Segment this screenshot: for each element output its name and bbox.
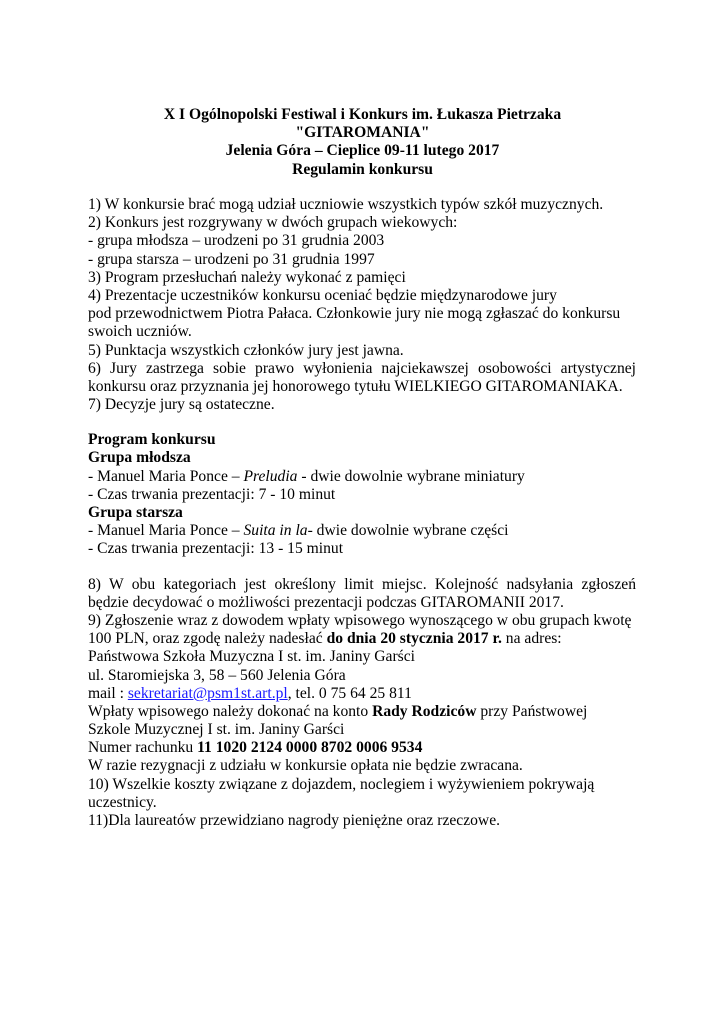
rule-3: 3) Program przesłuchań należy wykonać z pamięci <box>88 268 406 286</box>
young-group-heading: Grupa młodsza <box>88 449 191 467</box>
young-duration: - Czas trwania prezentacji: 7 - 10 minut <box>88 485 336 503</box>
rule-7: 7) Decyzje jury są ostateczne. <box>88 396 275 414</box>
resignation-note: W razie rezygnacji z udziału w konkursie opłata nie będzie zwracana. <box>88 757 523 775</box>
rule-11: 11)Dla laureatów przewidziano nagrody pieniężne oraz rzeczowe. <box>88 812 501 829</box>
rule-8-line-1: 8) W obu kategoriach jest określony limit miejsc. Kolejność nadsyłania zgłoszeń <box>88 575 636 593</box>
document-body <box>88 196 636 830</box>
rule-4-line-2: pod przewodnictwem Piotra Pałaca. Członkowie jury nie mogą zgłaszać do konkursu <box>88 305 621 323</box>
rule-6-line-2: konkursu oraz przyznania jej honorowego tytułu WIELKIEGO GITAROMANIAKA. <box>88 377 623 395</box>
email-link[interactable]: sekretariat@psm1st.art.pl <box>127 684 288 702</box>
account-number-line: Numer rachunku 11 1020 2124 0000 8702 0006 9534 <box>88 739 423 757</box>
document-header <box>0 106 725 179</box>
rule-2-group-old: - grupa starsza – urodzeni po 31 grudnia 1997 <box>88 250 375 268</box>
payment-line-1: Wpłaty wpisowego należy dokonać na konto Rady Rodziców przy Państwowej <box>88 702 588 720</box>
account-holder: Rady Rodziców <box>372 702 477 720</box>
young-program-item: - Manuel Maria Ponce – Preludia - dwie dowolnie wybrane miniatury <box>88 467 525 485</box>
rule-1: 1) W konkursie brać mogą udział uczniowie wszystkich typów szkół muzycznych. <box>88 196 604 213</box>
deadline: do dnia 20 stycznia 2017 r. <box>326 630 502 648</box>
rule-5: 5) Punktacja wszystkich członków jury jest jawna. <box>88 341 404 359</box>
rule-10-line-1: 10) Wszelkie koszty związane z dojazdem, noclegiem i wyżywieniem pokrywają <box>88 775 595 793</box>
old-work-title: Suita in la <box>243 522 308 540</box>
festival-title: X I Ogólnopolski Festiwal i Konkurs im. Łukasza Pietrzaka <box>163 106 562 123</box>
address-line-2: ul. Staromiejska 3, 58 – 560 Jelenia Góra <box>88 666 346 684</box>
rule-4-line-3: swoich uczniów. <box>88 323 192 341</box>
contact-line: mail : sekretariat@psm1st.art.pl, tel. 0 75 64 25 811 <box>88 684 412 702</box>
old-group-heading: Grupa starsza <box>88 504 183 521</box>
rule-6-line-1: 6) Jury zastrzega sobie prawo wyłonienia najciekawszej osobowości artystycznej <box>88 359 636 377</box>
program-heading: Program konkursu <box>88 431 216 449</box>
rule-8-line-2: będzie decydować o możliwości prezentacji podczas GITAROMANII 2017. <box>88 593 564 611</box>
old-duration: - Czas trwania prezentacji: 13 - 15 minut <box>88 540 344 558</box>
rule-2-group-young: - grupa młodsza – urodzeni po 31 grudnia 2003 <box>88 232 385 250</box>
rules-heading: Regulamin konkursu <box>292 160 433 178</box>
young-work-title: Preludia <box>243 467 298 485</box>
festival-place-date: Jelenia Góra – Cieplice 09-11 lutego 2017 <box>225 142 500 160</box>
old-program-item: - Manuel Maria Ponce – Suita in la- dwie dowolnie wybrane części <box>88 522 509 540</box>
address-line-1: Państwowa Szkoła Muzyczna I st. im. Janiny Garści <box>88 648 415 666</box>
rule-9-line-1: 9) Zgłoszenie wraz z dowodem wpłaty wpisowego wynoszącego w obu grupach kwotę <box>88 611 632 629</box>
rule-4-line-1: 4) Prezentacje uczestników konkursu oceniać będzie międzynarodowe jury <box>88 286 557 304</box>
account-number: 11 1020 2124 0000 8702 0006 9534 <box>197 739 423 757</box>
rule-10-line-2: uczestnicy. <box>88 793 157 811</box>
payment-line-2: Szkole Muzycznej I st. im. Janiny Garści <box>88 721 345 739</box>
rule-2: 2) Konkurs jest rozgrywany w dwóch grupach wiekowych: <box>88 214 458 232</box>
rule-9-line-2: 100 PLN, oraz zgodę należy nadesłać do dnia 20 stycznia 2017 r. na adres: <box>88 630 562 648</box>
festival-name: "GITAROMANIA" <box>295 124 430 142</box>
